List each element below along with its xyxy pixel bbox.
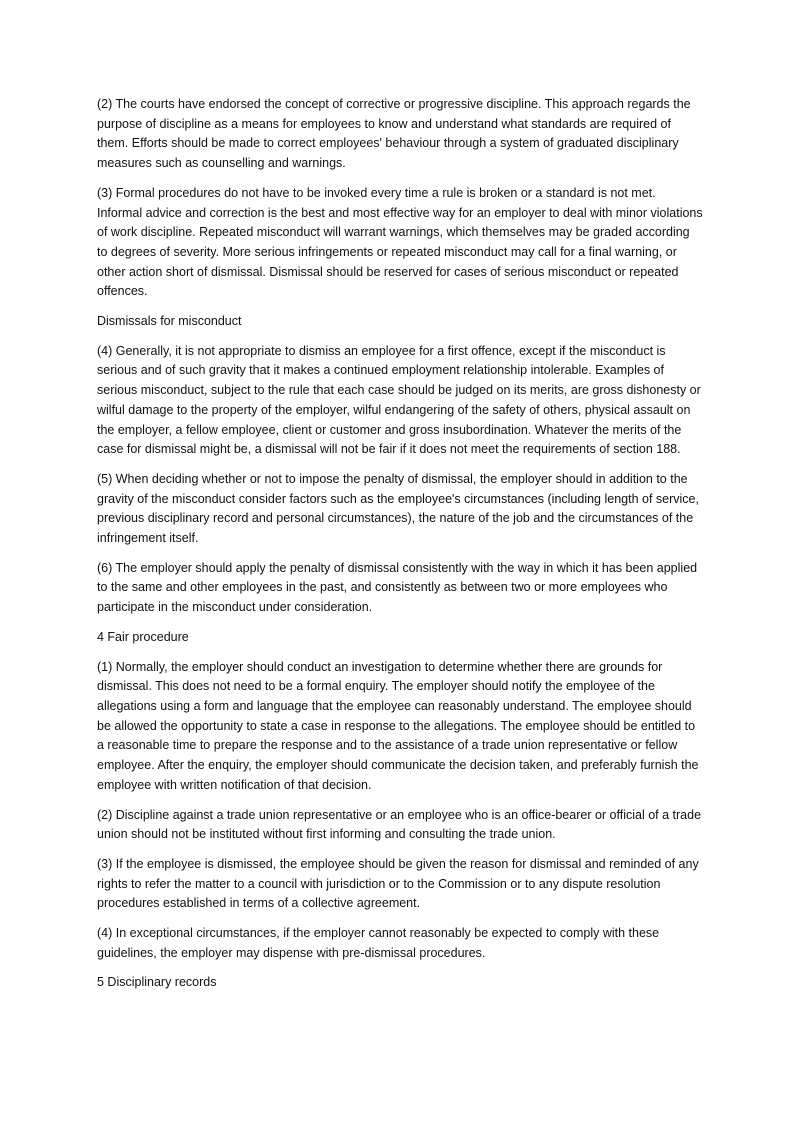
section-heading-dismissals-for-misconduct: Dismissals for misconduct [97, 314, 242, 329]
paragraph-trade-union-representative: (2) Discipline against a trade union representative or an employee who is an office-bearer or official of a trade union should not be instituted without first informing and consulting the trade union. [97, 807, 702, 842]
paragraph-exceptional-circumstances: (4) In exceptional circumstances, if the employer cannot reasonably be expected to comply with these guidelines, the employer may dispense with pre-dismissal procedures. [97, 926, 660, 960]
paragraph-reason-for-dismissal: (3) If the employee is dismissed, the employee should be given the reason for dismissal and reminded of any rights to refer the matter to a council with jurisdiction or to the Commission or to any dispute resolution procedures established in terms of a collective agreement. [97, 856, 699, 911]
section-heading-fair-procedure: 4 Fair procedure [97, 629, 189, 644]
paragraph-penalty-factors: (5) When deciding whether or not to impose the penalty of dismissal, the employer should in addition to the gravity of the misconduct consider factors such as the employee's circumstances (including length of service, previous disciplinary record and personal circumstances), the nature of the job and the circumstances of the infringement itself. [97, 471, 699, 546]
paragraph-consistency: (6) The employer should apply the penalty of dismissal consistently with the way in which it has been applied to the same and other employees in the past, and consistently as between two or more employees who participate in the misconduct under consideration. [97, 560, 698, 615]
section-heading-disciplinary-records: 5 Disciplinary records [97, 975, 217, 990]
paragraph-formal-procedures: (3) Formal procedures do not have to be invoked every time a rule is broken or a standard is not met. Informal advice and correction is the best and most effective way for an employer to deal with minor violations of work discipline. Repeated misconduct will warrant warnings, which themselves may be graded according to degrees of severity. More serious infringements or repeated misconduct may call for a final warning, or other action short of dismissal. Dismissal should be reserved for cases of serious misconduct or repeated offences. [97, 185, 703, 299]
paragraph-first-offence: (4) Generally, it is not appropriate to dismiss an employee for a first offence, except if the misconduct is serious and of such gravity that it makes a continued employment relationship intolerable. Examples of serious misconduct, subject to the rule that each case should be judged on its merits, are gross dishonesty or wilful damage to the property of the employer, wilful endangering of the safety of others, physical assault on the employer, a fellow employee, client or customer and gross insubordination. Whatever the merits of the case for dismissal might be, a dismissal will not be fair if it does not meet the requirements of section 188. [97, 343, 701, 457]
paragraph-investigation: (1) Normally, the employer should conduct an investigation to determine whether there are grounds for dismissal. This does not need to be a formal enquiry. The employer should notify the employee of the allegations using a form and language that the employee can reasonably understand. The employee should be allowed the opportunity to state a case in response to the allegations. The employee should be entitled to a reasonable time to prepare the response and to the assistance of a trade union representative or fellow employee. After the enquiry, the employer should communicate the decision taken, and preferably furnish the employee with written notification of that decision. [97, 659, 699, 792]
paragraph-corrective-discipline: (2) The courts have endorsed the concept of corrective or progressive discipline. This approach regards the purpose of discipline as a means for employees to know and understand what standards are required of them. Efforts should be made to correct employees' behaviour through a system of graduated disciplinary measures such as counselling and warnings. [97, 97, 691, 171]
